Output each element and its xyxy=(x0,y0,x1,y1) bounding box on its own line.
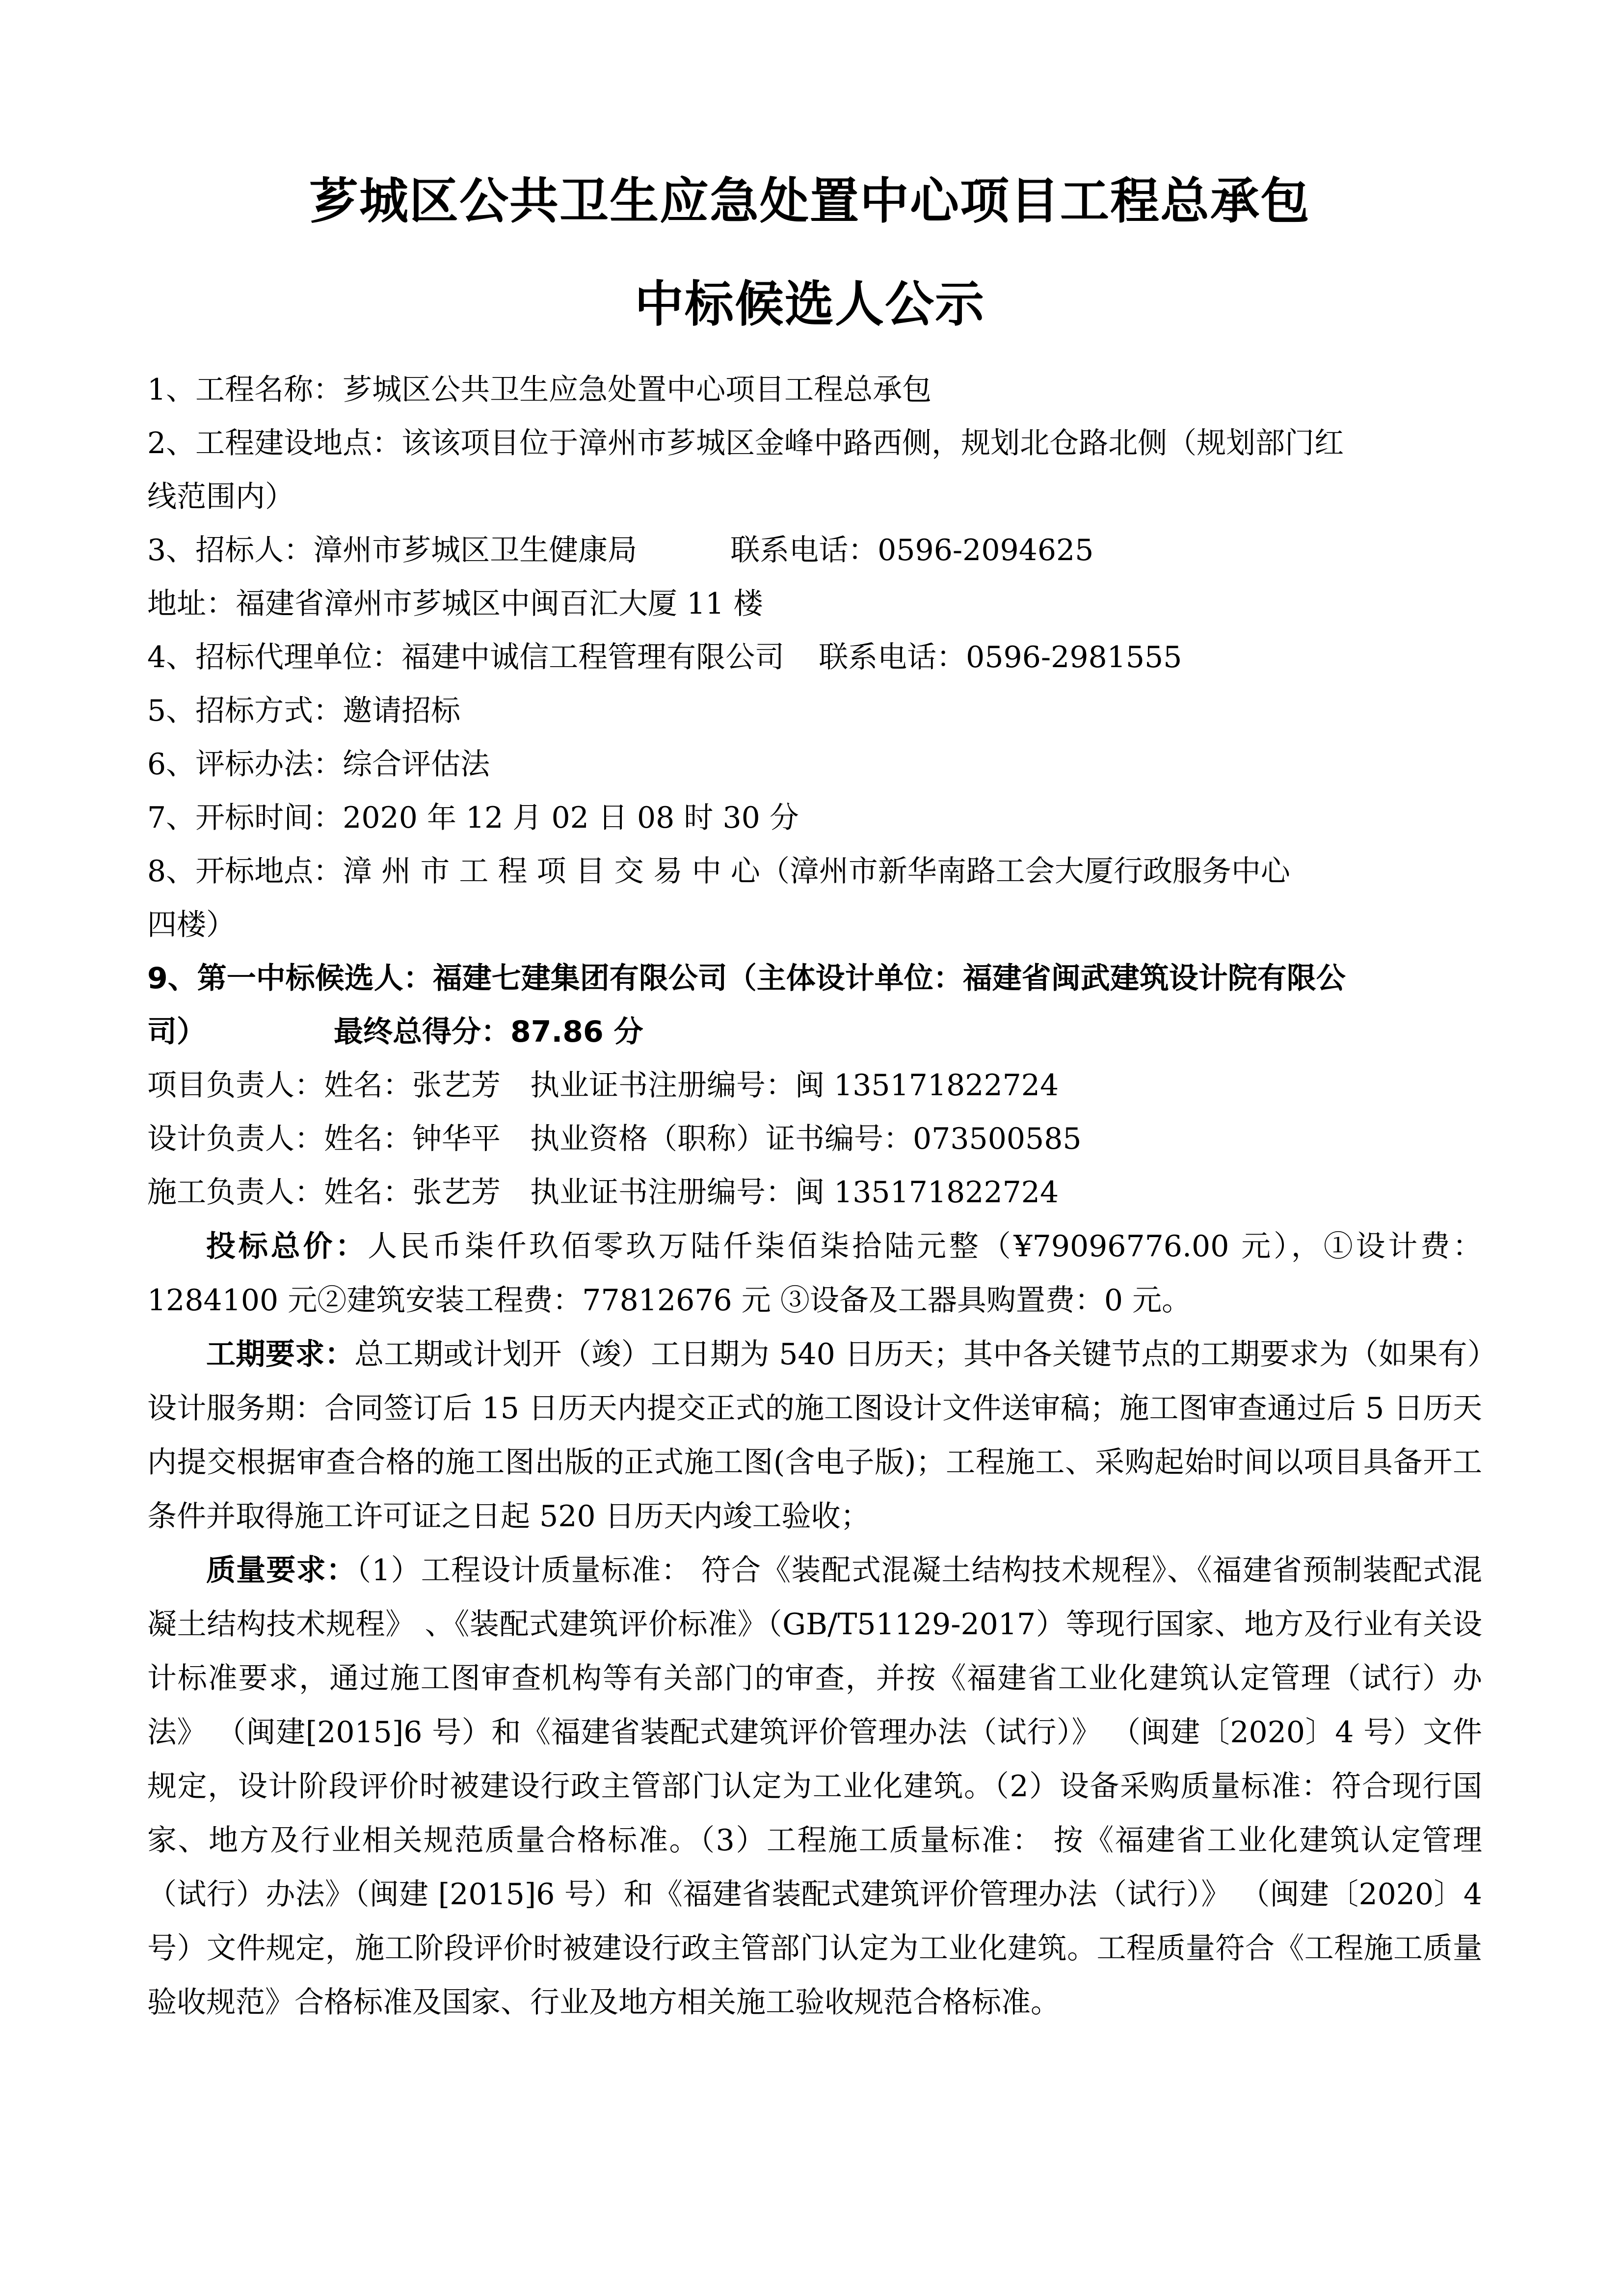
agent-phone: 联系电话：0596-2981555 xyxy=(819,640,1182,675)
quality-text: （1）工程设计质量标准： 符合《装配式混凝土结构技术规程》、《福建省预制装配式混凝土结构技术规程》 、《装配式建筑评价标准》（GB/T51129-2017）等现行国家、地方及行业有关设计标准要求，通过施工图审查机构等有关部门的审查，并按《福建省工业化建筑认定管理（试行）办法》 （闽建[2015]6 号）和《福建省装配式建筑评价管理办法（试行）》 （闽建〔2020〕4 号）文件规定，设计阶段评价时被建设行政主管部门认定为工业化建筑。（2）设备采购质量标准：符合现行国家、地方及行业相关规范质量合格标准。（3）工程施工质量标准： 按《福建省工业化建筑认定管理（试行）办法》（闽建 [2015]6 号）和《福建省装配式建筑评价管理办法（试行）》 （闽建〔2020〕4 号）文件规定，施工阶段评价时被建设行政主管部门认定为工业化建筑。工程质量符合《工程施工质量验收规范》合格标准及国家、行业及地方相关施工验收规范合格标准。 xyxy=(147,1553,1482,2020)
schedule-label: 工期要求： xyxy=(206,1337,355,1372)
item-opening-time: 7、开标时间：2020 年 12 月 02 日 08 时 30 分 xyxy=(147,801,799,835)
bid-price-label: 投标总价： xyxy=(206,1229,368,1264)
item-address: 地址：福建省漳州市芗城区中闽百汇大厦 11 楼 xyxy=(147,587,763,621)
item-location-line1: 2、工程建设地点：该该项目位于漳州市芗城区金峰中路西侧，规划北仓路北侧（规划部门红 xyxy=(147,426,1344,460)
item-tender-method: 5、招标方式：邀请招标 xyxy=(147,694,461,728)
schedule-paragraph xyxy=(147,1327,1482,1543)
quality-paragraph xyxy=(147,1543,1482,2029)
design-manager: 设计负责人：姓名：钟华平 执业资格（职称）证书编号：073500585 xyxy=(147,1122,1082,1156)
item-first-candidate-line1: 9、第一中标候选人：福建七建集团有限公司（主体设计单位：福建省闽武建筑设计院有限公 xyxy=(147,961,1346,996)
item-opening-place-line2: 四楼） xyxy=(147,908,236,942)
item-evaluation-method: 6、评标办法：综合评估法 xyxy=(147,747,490,782)
item-location-line2: 线范围内） xyxy=(147,480,294,514)
agent-name: 4、招标代理单位：福建中诚信工程管理有限公司 xyxy=(147,640,785,675)
candidate-suffix: 司） xyxy=(147,1015,206,1049)
bid-price-paragraph xyxy=(147,1219,1482,1327)
tenderee-name: 3、招标人：漳州市芗城区卫生健康局 xyxy=(147,533,638,567)
schedule-text: 总工期或计划开（竣）工日期为 540 日历天；其中各关键节点的工期要求为（如果有）设计服务期：合同签订后 15 日历天内提交正式的施工图设计文件送审稿；施工图审查通过后 5 日历天内提交根据审查合格的施工图出版的正式施工图(含电子版)；工程施工、采购起始时间以项目具备开工条件并取得施工许可证之日起 520 日历天内竣工验收； xyxy=(147,1337,1483,1534)
tenderee-phone: 联系电话：0596-2094625 xyxy=(730,533,1094,567)
document-subtitle: 中标候选人公示 xyxy=(635,275,985,333)
item-agent xyxy=(147,631,1482,684)
project-manager: 项目负责人：姓名：张艺芳 执业证书注册编号：闽 135171822724 xyxy=(147,1068,1059,1103)
document-body xyxy=(147,363,1482,2029)
item-opening-place-line1: 8、开标地点：漳 州 市 工 程 项 目 交 易 中 心（漳州市新华南路工会大厦行政服务中心 xyxy=(147,854,1290,889)
construction-manager: 施工负责人：姓名：张艺芳 执业证书注册编号：闽 135171822724 xyxy=(147,1175,1059,1210)
quality-label: 质量要求： xyxy=(206,1553,356,1588)
item-tenderee xyxy=(147,524,1482,577)
document-title: 芗城区公共卫生应急处置中心项目工程总承包 xyxy=(309,172,1310,230)
bid-price-text: 人民币柒仟玖佰零玖万陆仟柒佰柒拾陆元整（¥79096776.00 元），①设计费：1284100 元②建筑安装工程费：77812676 元 ③设备及工器具购置费：0 元。 xyxy=(147,1229,1483,1318)
item-first-candidate-line2 xyxy=(147,1005,1482,1059)
item-project-name: 1、工程名称：芗城区公共卫生应急处置中心项目工程总承包 xyxy=(147,373,932,407)
final-score: 最终总得分：87.86 分 xyxy=(334,1015,643,1049)
